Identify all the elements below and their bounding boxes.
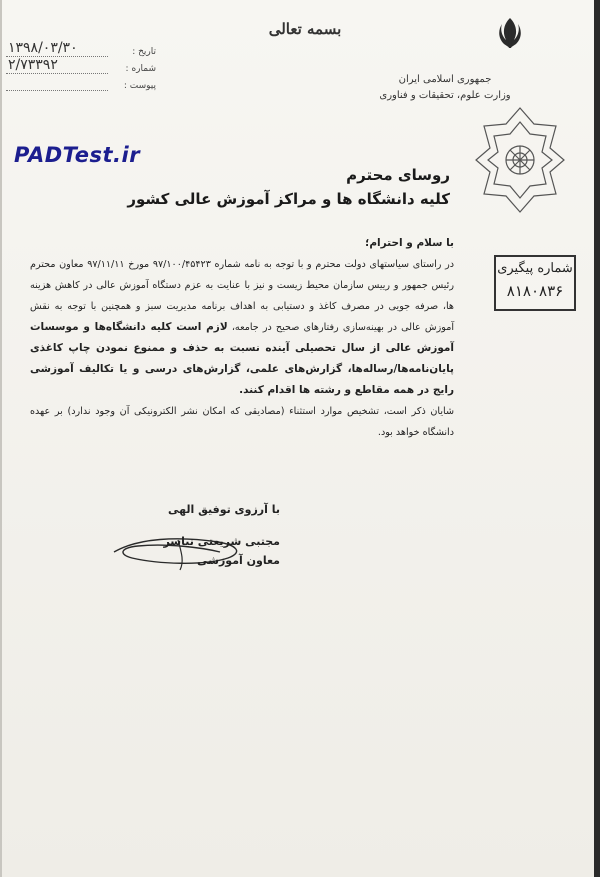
page-edge-left (0, 0, 2, 877)
date-label: تاریخ : (132, 47, 156, 57)
signatory-title: معاون آموزشی (197, 554, 280, 567)
body-paragraph-2: شایان ذکر است، تشخیص موارد استثناء (مصادیقی که امکان نشر الکترونیکی آن وجود ندارد) بر عهده دانشگاه خواهد بود. (30, 406, 454, 438)
body-paragraph-1-emphasis: لازم است کلیه دانشگاه‌ها و موسسات آموزش عالی از سال تحصیلی آینده نسبت به حذف و ممنوع نمودن چاپ کاغذی پایان‌نامه‌ها/رساله‌ها، گزارش‌های علمی، گزارش‌های درسی و یا تکالیف آموزشی رایج در همه مقاطع و رشته ها اقدام کنند. (30, 321, 454, 396)
watermark-text: PADTest.ir (14, 143, 141, 167)
organization-header (355, 72, 535, 104)
body-paragraph-1-text: در راستای سیاستهای دولت محترم و با توجه به نامه شماره ۹۷/۱۰۰/۴۵۴۲۳ مورخ ۹۷/۱۱/۱۱ معاون محترم رئیس جمهور و رییس سازمان محیط زیست و نیز با عنایت به عزم دستگاه آموزش عالی در کاهش هزینه ها، صرفه جویی در مصرف کاغذ و دستیابی به اهداف برنامه مدیریت سبز و همچنین با توجه به نقش آموزش عالی در بهینه‌سازی رفتارهای صحیح در جامعه، (30, 259, 454, 333)
number-row (6, 57, 156, 74)
closing-block (120, 500, 280, 570)
org-ministry: وزارت علوم، تحقیقات و فناوری (379, 90, 511, 101)
tracking-number: ۸۱۸۰۸۳۶ (506, 282, 564, 300)
attachment-label: پیوست : (123, 81, 156, 91)
greeting: با سلام و احترام؛ (365, 237, 454, 249)
ornament-icon (472, 104, 568, 216)
number-label: شماره : (125, 64, 156, 74)
iran-emblem-icon (490, 14, 530, 54)
recipient-title: روسای محترم (346, 166, 450, 184)
recipient-block (127, 163, 450, 211)
recipient-subtitle: کلیه دانشگاه ها و مراکز آموزش عالی کشور (127, 190, 450, 208)
date-value: ۱۳۹۸/۰۳/۳۰ (6, 40, 108, 57)
bismillah-heading: بسمه تعالی (268, 20, 342, 38)
closing-wish: با آرزوی توفیق الهی (167, 503, 280, 516)
body-paragraph-1 (30, 254, 454, 401)
date-row (6, 40, 156, 57)
letter-meta (6, 40, 156, 91)
tracking-label: شماره پیگیری (497, 261, 573, 276)
attachment-value (6, 90, 108, 91)
page-edge-right (594, 0, 600, 877)
attachment-row (6, 74, 156, 91)
tracking-stamp (494, 255, 576, 311)
signatory-name: مجتبی شریعتی نیاسر (163, 535, 280, 548)
number-value: ۲/۷۳۳۹۲ (6, 57, 108, 74)
org-country: جمهوری اسلامی ایران (398, 74, 492, 85)
letter-body (30, 233, 454, 443)
